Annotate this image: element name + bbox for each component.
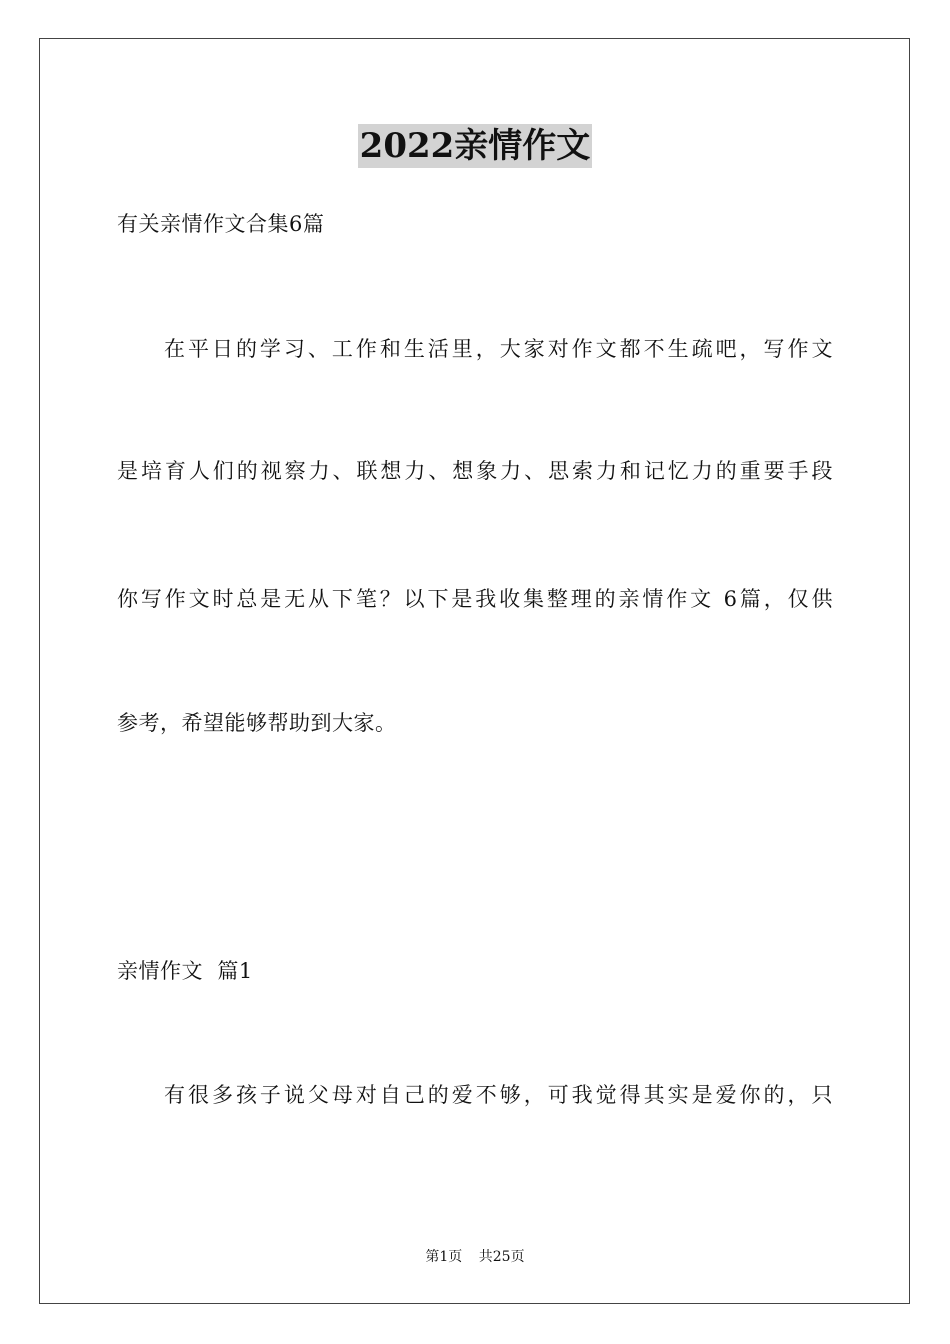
intro-line-4: 参考，希望能够帮助到大家。 — [117, 711, 397, 735]
page-footer — [0, 1248, 950, 1266]
section-heading: 亲情作文 篇1 — [117, 959, 253, 983]
section-first-line: 有很多孩子说父母对自己的爱不够，可我觉得其实是爱你的，只 — [164, 1083, 833, 1107]
page-number-total: 共25页 — [478, 1249, 525, 1265]
document-title: 2022亲情作文 — [359, 126, 591, 166]
intro-line-1: 在平日的学习、工作和生活里，大家对作文都不生疏吧，写作文 — [164, 337, 833, 361]
page-number-current: 第1页 — [425, 1249, 463, 1265]
intro-line-3: 你写作文时总是无从下笔？以下是我收集整理的亲情作文 6篇，仅供 — [117, 587, 833, 611]
document-subtitle: 有关亲情作文合集6篇 — [117, 212, 325, 236]
title-container — [0, 124, 950, 168]
intro-line-2: 是培育人们的视察力、联想力、想象力、思索力和记忆力的重要手段 — [117, 459, 833, 483]
